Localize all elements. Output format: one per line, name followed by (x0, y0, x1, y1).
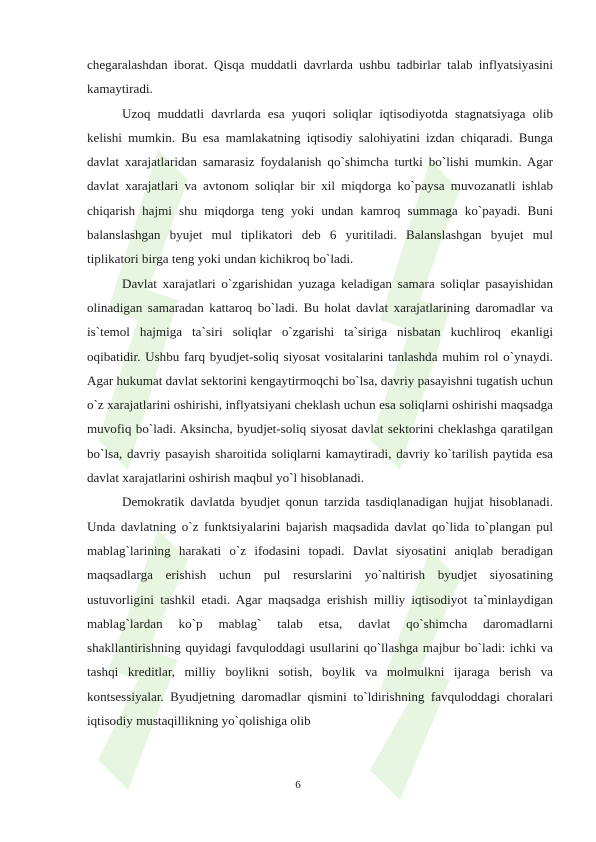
page-number: 6 (295, 779, 301, 791)
paragraph: Uzoq muddatli davrlarda esa yuqori soliqlar iqtisodiyotda stagnatsiyaga olib kelishi mumkin. Bu esa mamlakatning iqtisodiy salohiyatini izdan chiqaradi. Bunga davlat xarajatlaridan samarasiz foydalanish qo`shimcha turtki bo`lishi mumkin. Agar davlat xarajatlari va avtonom soliqlar bir xil miqdorga ko`paysa muvozanatli ishlab chiqarish hajmi shu miqdorga teng yoki undan kamroq summaga ko`payadi. Buni balanslashgan byujet mul tiplikatori deb 6 yuritiladi. Balanslashgan byujet mul tiplikatori birga teng yoki undan kichikroq bo`ladi. (87, 105, 553, 267)
paragraph: Demokratik davlatda byudjet qonun tarzida tasdiqlanadigan hujjat hisoblanadi. Unda davlatning o`z funktsiyalarini bajarish maqsadida davlat qo`lida to`plangan pul mablag`larining harakati o`z ifodasini topadi. Davlat siyosatini aniqlab beradigan maqsadlarga erishish uchun pul resurslarini yo`naltirish byudjet siyosatining ustuvorligini tashkil etadi. Agar maqsadga erishish milliy iqtisodiyot ta`minlaydigan mablag`lardan ko`p mablag` talab etsa, davlat qo`shimcha daromadlarni shakllantirishning quyidagi favquloddagi usullarini qo`llashga majbur bo`ladi: ichki va tashqi kreditlar, milliy boylikni sotish, boylik va molmulkni ijaraga berish va kontsessiyalar. Byudjetning daromadlar qismini to`ldirishning favquloddagi choralari iqtisodiy mustaqillikning yo`qolishiga olib (87, 494, 553, 729)
document-body (87, 53, 553, 733)
paragraph: chegaralashdan iborat. Qisqa muddatli davrlarda ushbu tadbirlar talab inflyatsiyasini kamaytiradi. (87, 57, 553, 97)
paragraph: Davlat xarajatlari o`zgarishidan yuzaga keladigan samara soliqlar pasayishidan olinadigan samaradan kattaroq bo`ladi. Bu holat davlat xarajatlarining daromadlar va is`temol hajmiga ta`siri soliqlar o`zgarishi ta`siriga nisbatan kuchliroq ekanligi oqibatidir. Ushbu farq byudjet-soliq siyosat vositalarini tanlashda muhim rol o`ynaydi. Agar hukumat davlat sektorini kengaytirmoqchi bo`lsa, davriy pasayishni tugatish uchun o`z xarajatlarini oshirishi, inflyatsiyani cheklash uchun esa soliqlarni oshirishi maqsadga muvofiq bo`ladi. Aksincha, byudjet-soliq siyosat davlat sektorini cheklashga qaratilgan bo`lsa, davriy pasayish sharoitida soliqlarni kamaytiradi, davriy ko`tarilish paytida esa davlat xarajatlarini oshirish maqbul yo`l hisoblanadi. (87, 275, 553, 486)
